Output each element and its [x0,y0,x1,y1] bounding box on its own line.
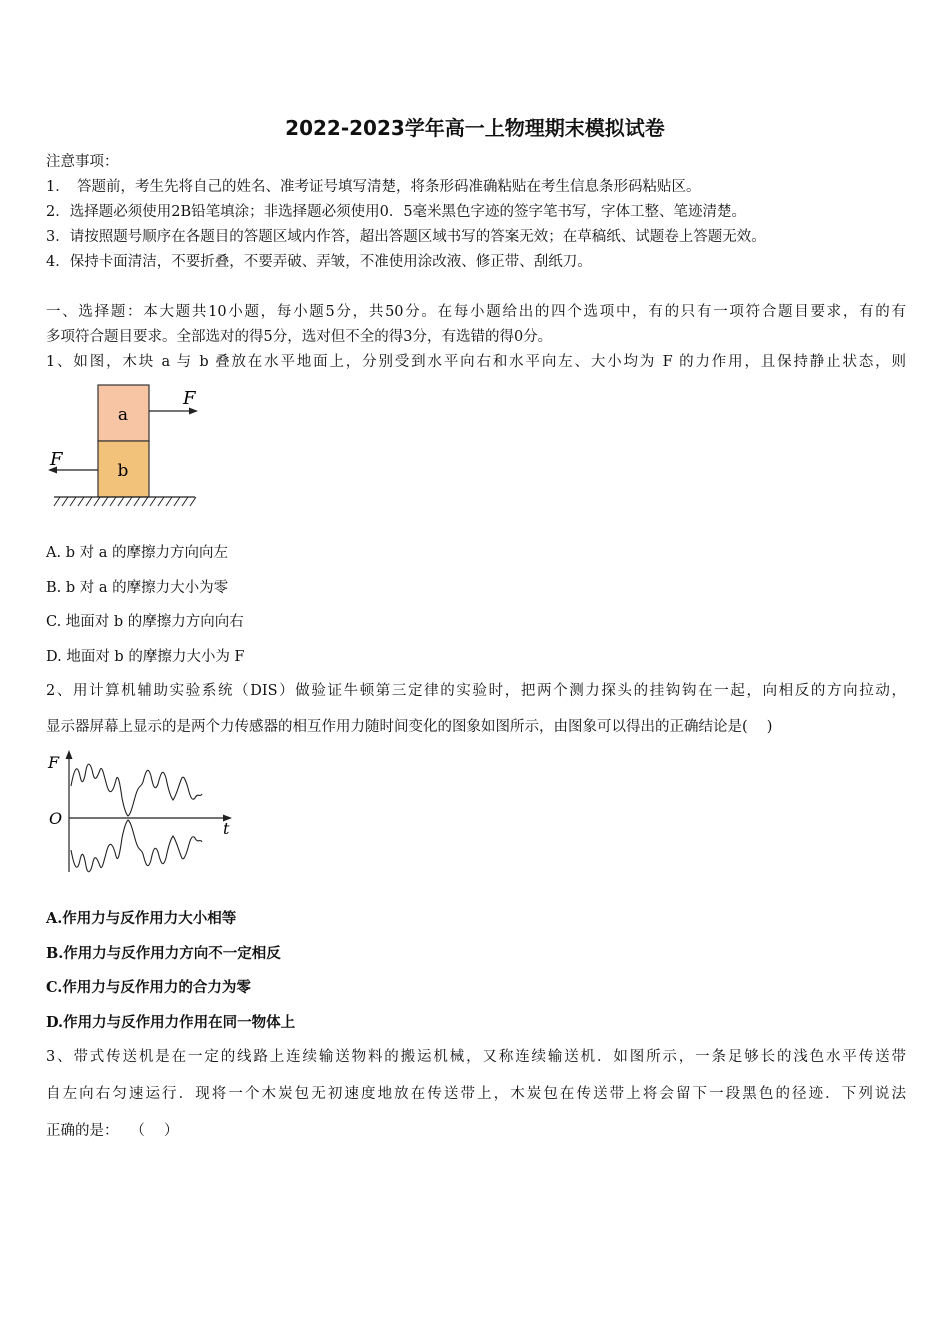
section-instructions-line: 一、选择题：本大题共10小题，每小题5分，共50分。在每小题给出的四个选项中，有的只有一项符合题目要求，有的有 [46,304,906,320]
section-instructions-line: 多项符合题目要求。全部选对的得5分，选对但不全的得3分，有选错的得0分。 [46,329,553,345]
ground-hatch [54,497,196,506]
y-axis-arrow [66,750,73,759]
notice-heading: 注意事项： [46,154,119,170]
q1-figure-blocks [40,380,220,515]
q1-option-a: A. b 对 a 的摩擦力方向向左 [46,545,228,561]
notice-item: 1． 答题前，考生先将自己的姓名、准考证号填写清楚，将条形码准确粘贴在考生信息条形码粘贴区。 [46,179,701,195]
q2-option-d: D.作用力与反作用力作用在同一物体上 [46,1014,296,1031]
x-axis-label: t [223,819,230,838]
question-1-stem: 1、如图，木块 a 与 b 叠放在水平地面上，分别受到水平向右和水平向左、大小均为 F 的力作用，且保持静止状态，则 [46,354,906,370]
y-axis-label: F [48,753,60,772]
question-3-stem: 自左向右匀速运行．现将一个木炭包无初速度地放在传送带上，木炭包在传送带上将会留下一段黑色的径迹．下列说法 [46,1086,906,1102]
force-curve-upper [71,764,202,816]
q2-option-b: B.作用力与反作用力方向不一定相反 [46,945,281,962]
notice-item: 4．保持卡面清洁，不要折叠，不要弄破、弄皱，不准使用涂改液、修正带、刮纸刀。 [46,254,592,270]
block-a-label: a [117,405,129,425]
q2-option-a: A.作用力与反作用力大小相等 [46,910,237,927]
question-2-stem: 显示器屏幕上显示的是两个力传感器的相互作用力随时间变化的图象如图所示，由图象可以得出的正确结论是( ) [46,719,773,735]
notice-item: 3．请按照题号顺序在各题目的答题区域内作答，超出答题区域书写的答案无效；在草稿纸、试题卷上答题无效。 [46,229,766,245]
q1-option-d: D. 地面对 b 的摩擦力大小为 F [46,649,245,665]
block-b-label: b [117,461,129,481]
page-title: 2022-2023学年高一上物理期末模拟试卷 [285,116,665,140]
q1-option-b: B. b 对 a 的摩擦力大小为零 [46,580,229,596]
force-label-left: F [50,449,63,470]
force-curve-lower [71,820,202,872]
notice-item: 2．选择题必须使用2B铅笔填涂；非选择题必须使用0．5毫米黑色字迹的签字笔书写，字体工整、笔迹清楚。 [46,204,747,220]
question-3-stem: 正确的是： （ ） [46,1123,179,1139]
q2-figure-force-time-graph [40,748,240,876]
origin-label: O [49,809,63,828]
question-2-stem: 2、用计算机辅助实验系统（DIS）做验证牛顿第三定律的实验时，把两个测力探头的挂钩钩在一起，向相反的方向拉动， [46,683,906,699]
q1-option-c: C. 地面对 b 的摩擦力方向向右 [46,614,244,630]
question-3-stem: 3、带式传送机是在一定的线路上连续输送物料的搬运机械，又称连续输送机．如图所示，一条足够长的浅色水平传送带 [46,1049,906,1065]
q2-option-c: C.作用力与反作用力的合力为零 [46,979,251,996]
force-label-right: F [183,388,196,409]
